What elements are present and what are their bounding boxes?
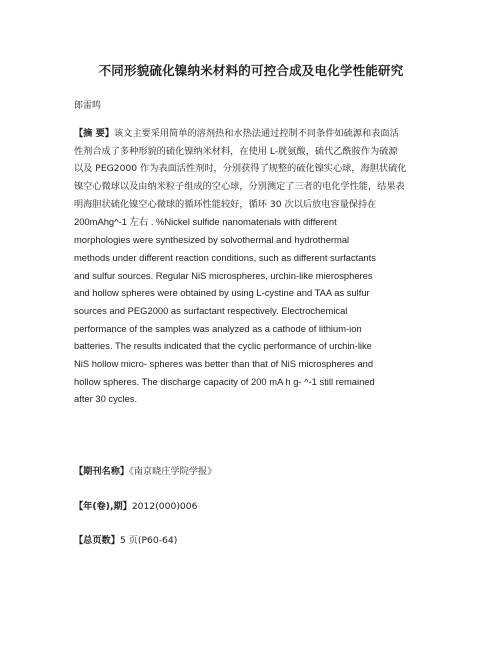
abstract-line: performance of the samples was analyzed as a cathode of lithium-ion — [74, 322, 362, 334]
abstract-line: NiS hollow micro- spheres was better than that of NiS microspheres and — [74, 357, 374, 369]
volume-issue-value: 2012(000)006 — [131, 501, 198, 512]
abstract-line: morphologies were synthesized by solvothermal and hydrothermal — [74, 234, 350, 246]
abstract-line: hollow spheres. The discharge capacity of 200 mA h g- ^-1 still remained — [74, 375, 375, 387]
abstract-block — [74, 125, 438, 408]
page-count-value: 5 页(P60-64) — [119, 535, 178, 546]
abstract-line: methods under different reaction conditions, such as different surfactants — [74, 251, 376, 263]
abstract-text: 该文主要采用简单的溶剂热和水热法通过控制不同条件如硫源和表面活 — [113, 128, 399, 139]
journal-name-row — [74, 463, 216, 477]
abstract-line: after 30 cycles. — [74, 393, 138, 405]
abstract-label: 【摘 要】 — [74, 128, 114, 139]
volume-issue-row — [74, 498, 197, 512]
volume-issue-label: 【年(卷),期】 — [74, 501, 132, 512]
abstract-line: 镍空心微球以及由纳米粒子组成的空心球，分别测定了三者的电化学性能，结果表 — [74, 181, 405, 193]
page-count-row — [74, 532, 177, 546]
journal-name-value: 《南京晓庄学院学报》 — [129, 466, 217, 477]
abstract-line: 性剂合成了多种形貌的硫化镍纳米材料，在使用 L-胱氨酸，硫代乙酰胺作为硫源 — [74, 145, 398, 157]
abstract-line — [74, 125, 438, 143]
abstract-line: and hollow spheres were obtained by using L-cystine and TAA as sulfur — [74, 287, 370, 299]
page-count-label: 【总页数】 — [74, 535, 120, 546]
abstract-line: 明海胆状硫化镍空心微球的循环性能较好，循环 30 次以后放电容量保持在 — [74, 198, 377, 210]
abstract-line: and sulfur sources. Regular NiS microspheres, urchin-like mierospheres — [74, 269, 373, 281]
abstract-line: 以及 PEG2000 作为表面活性剂时，分别获得了规整的硫化镍实心球，海胆状硫化 — [74, 163, 407, 175]
abstract-line: batteries. The results indicated that the cyclic performance of urchin-like — [74, 340, 372, 352]
journal-name-label: 【期刊名称】 — [74, 466, 130, 477]
document-title: 不同形貌硫化镍纳米材料的可控合成及电化学性能研究 — [98, 63, 404, 78]
author-name: 郎雷鸣 — [74, 101, 102, 111]
abstract-line: sources and PEG2000 as surfactant respectively. Electrochemical — [74, 304, 348, 316]
abstract-line: 200mAhg^-1 左右 . %Nickel sulfide nanomaterials with different — [74, 216, 337, 228]
